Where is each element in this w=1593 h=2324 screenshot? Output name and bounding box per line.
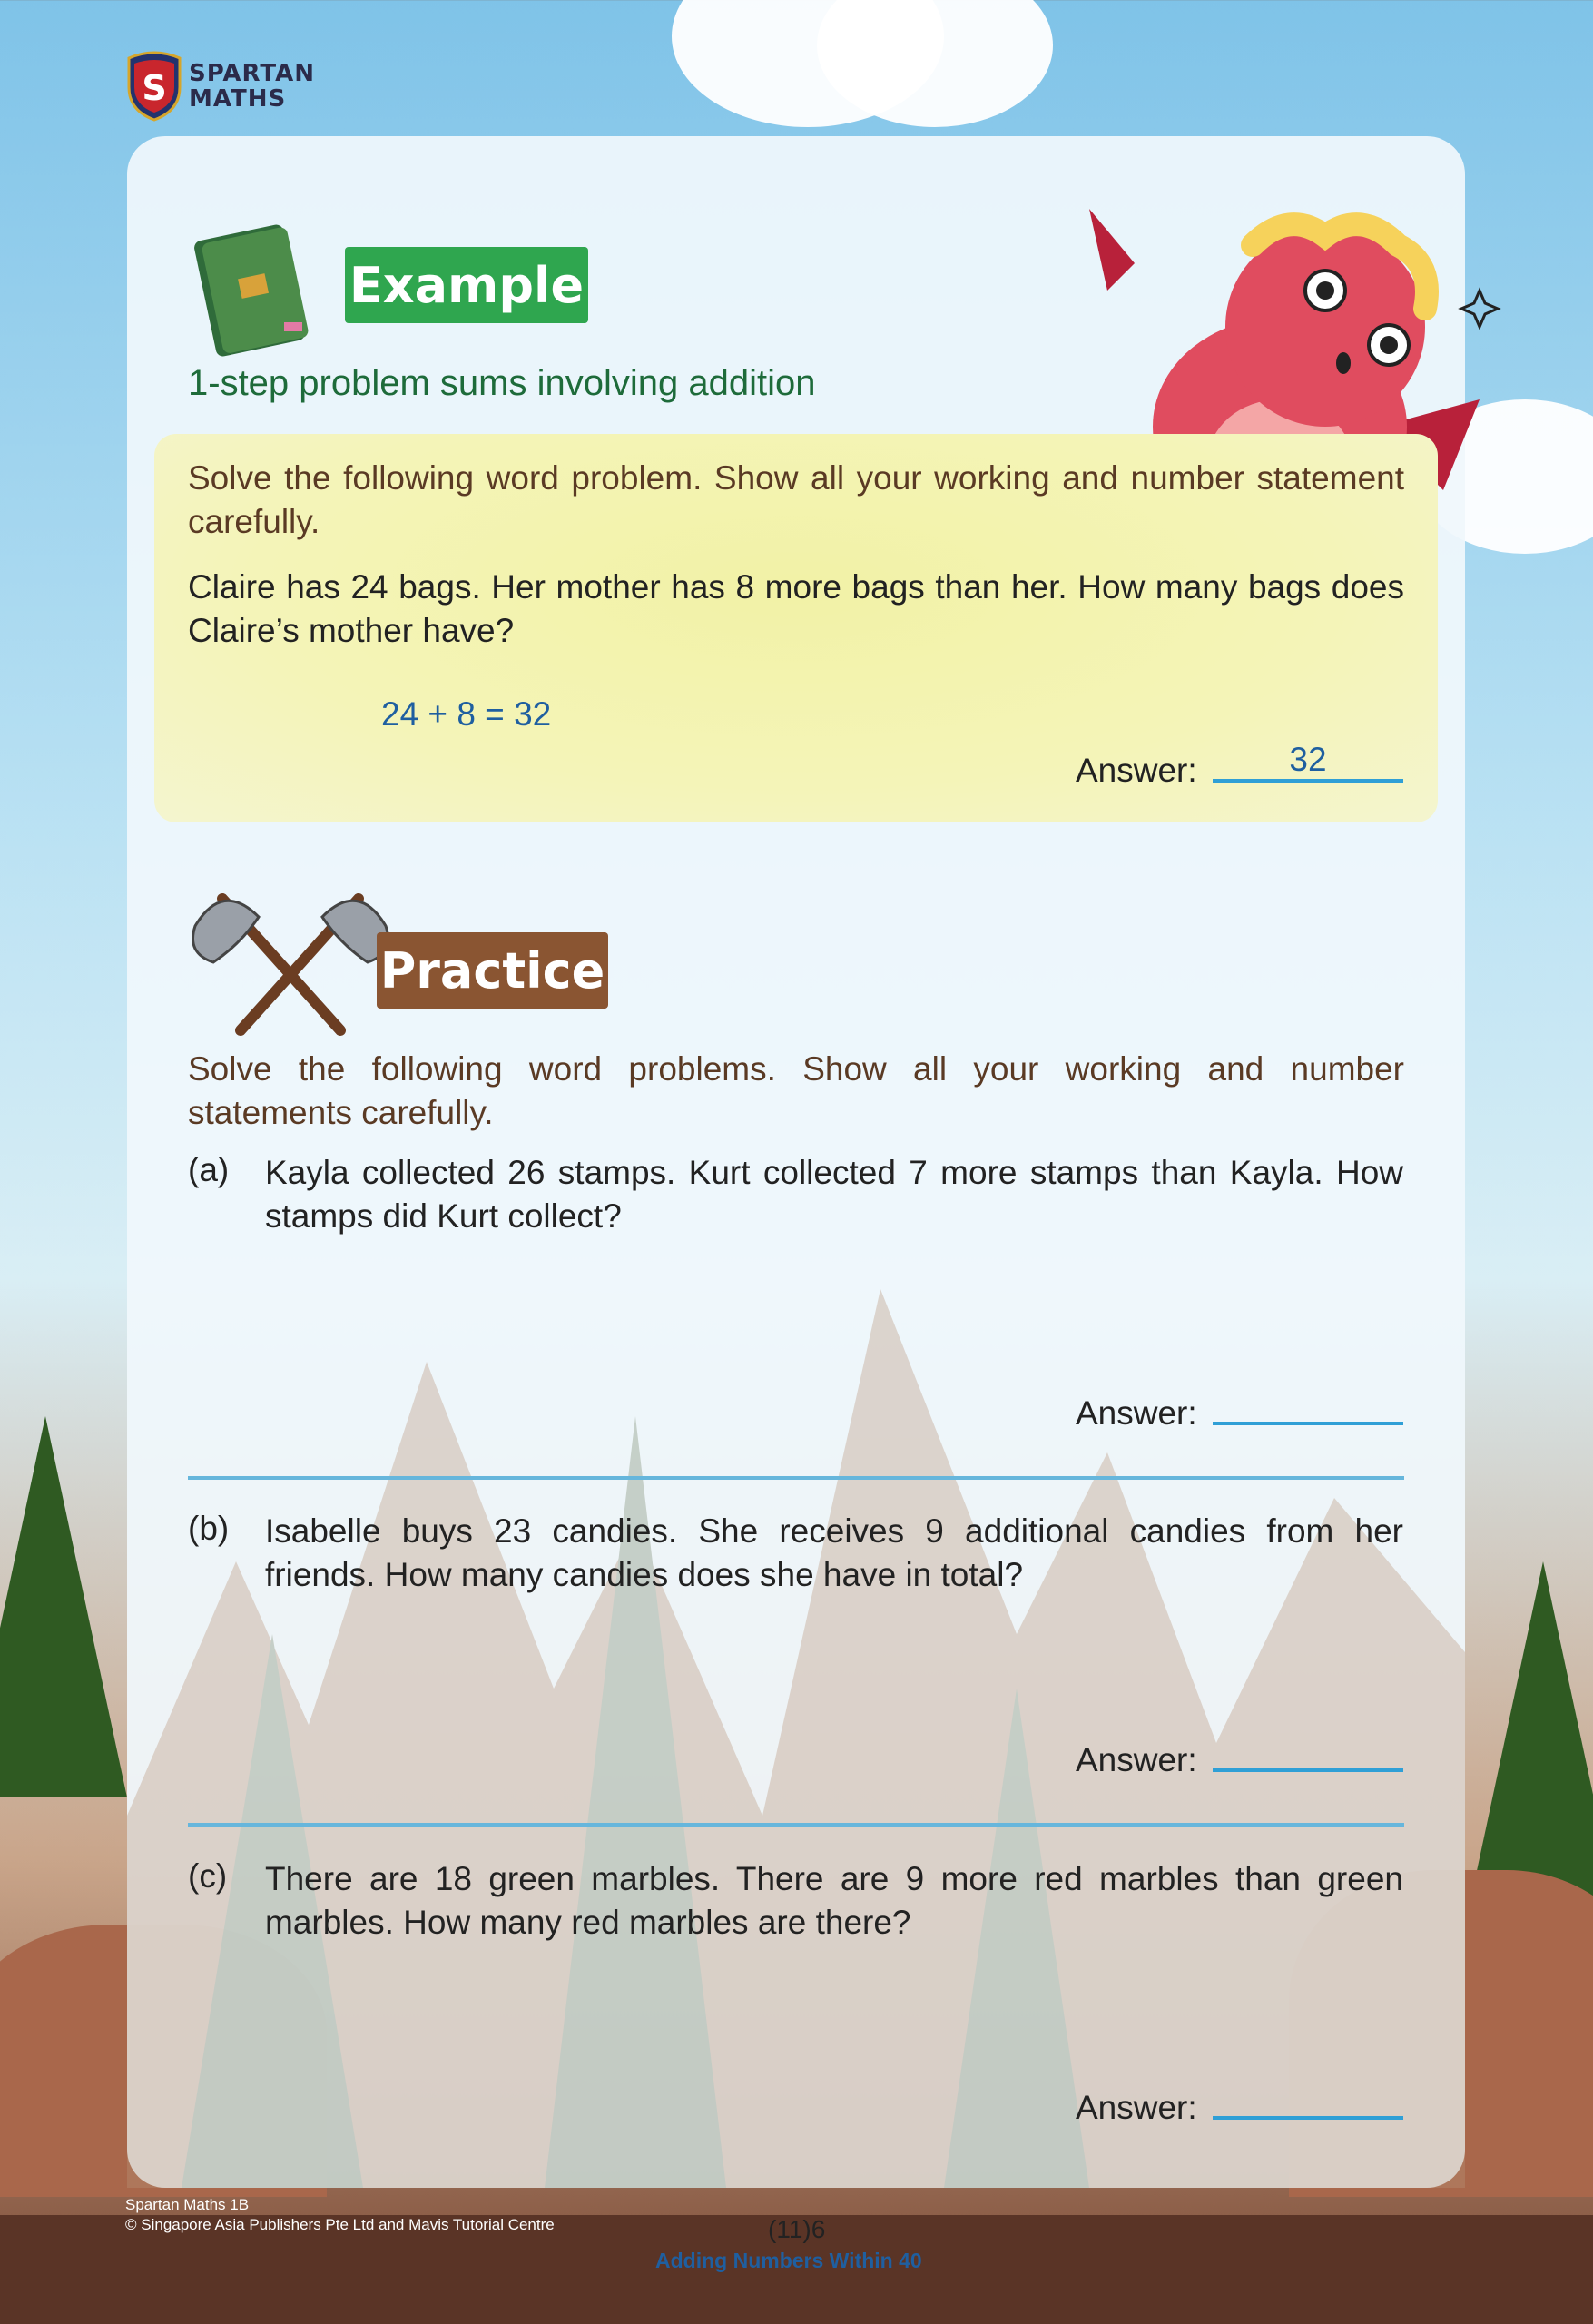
- footer-topic: Adding Numbers Within 40: [655, 2249, 922, 2272]
- book-icon: [186, 213, 313, 359]
- question-a-answer-label: Answer:: [1076, 1394, 1197, 1432]
- question-b-text: Isabelle buys 23 candies. She receives 9 additional candies from her friends. How many candies does she have in total?: [265, 1512, 1403, 1593]
- footer-copyright: © Singapore Asia Publishers Pte Ltd and Mavis Tutorial Centre: [125, 2216, 555, 2233]
- question-a-letter: (a): [188, 1151, 230, 1188]
- background-mountains: [127, 1180, 1465, 2188]
- footer-book-title: Spartan Maths 1B: [125, 2196, 250, 2213]
- question-a-answer-field[interactable]: [1213, 1422, 1403, 1425]
- logo-line-1: SPARTAN: [189, 60, 315, 87]
- example-answer-label: Answer:: [1076, 752, 1197, 789]
- svg-text:S: S: [142, 68, 167, 108]
- background-tree: [0, 1416, 127, 1797]
- example-subtitle: 1-step problem sums involving addition: [188, 363, 816, 403]
- example-instruction: Solve the following word problem. Show all your working and number statement carefully.: [188, 459, 1404, 540]
- question-b-answer-label: Answer:: [1076, 1741, 1197, 1778]
- example-label: Example: [345, 247, 588, 323]
- question-c-text: There are 18 green marbles. There are 9 more red marbles than green marbles. How many red marbles are there?: [265, 1860, 1403, 1941]
- logo-line-2: MATHS: [189, 85, 287, 113]
- question-a-text: Kayla collected 26 stamps. Kurt collected 7 more stamps than Kayla. How stamps did Kurt collect?: [265, 1154, 1403, 1235]
- question-b-letter: (b): [188, 1510, 230, 1547]
- page-number: (11)6: [768, 2215, 826, 2243]
- example-answer-value: 32: [1289, 741, 1327, 778]
- question-b-answer-field[interactable]: [1213, 1768, 1403, 1772]
- example-working: 24 + 8 = 32: [381, 695, 552, 733]
- section-divider: [188, 1823, 1404, 1827]
- question-c-answer-label: Answer:: [1076, 2089, 1197, 2126]
- crossed-axes-icon: [186, 881, 395, 1039]
- shield-icon: [125, 51, 183, 122]
- question-c-answer-field[interactable]: [1213, 2116, 1403, 2120]
- example-question: Claire has 24 bags. Her mother has 8 more bags than her. How many bags does Claire’s mother have?: [188, 568, 1404, 649]
- practice-instruction: Solve the following word problems. Show all your working and number statements carefully.: [188, 1050, 1404, 1131]
- question-c-letter: (c): [188, 1857, 228, 1895]
- spartan-maths-logo: [125, 51, 315, 122]
- logo-text: [189, 61, 315, 112]
- practice-label: Practice: [377, 932, 608, 1009]
- example-answer-line: [1213, 779, 1403, 783]
- footer-publisher: [125, 2195, 555, 2235]
- section-divider: [188, 1476, 1404, 1480]
